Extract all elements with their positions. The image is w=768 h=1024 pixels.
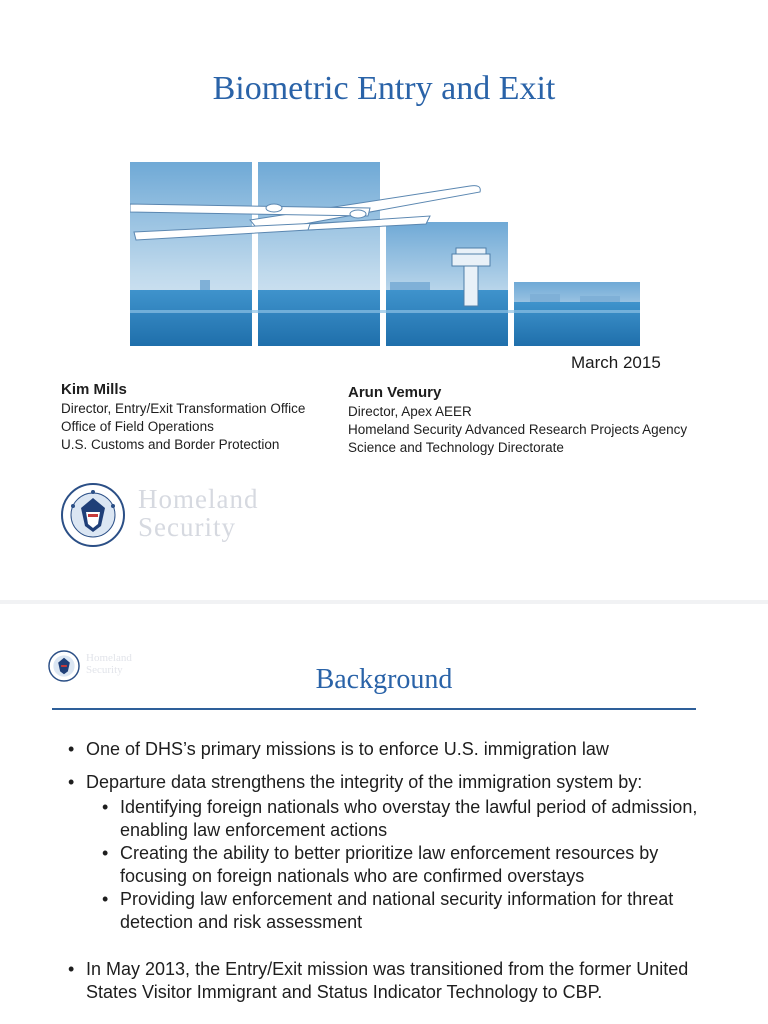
presentation-date: March 2015 <box>571 353 661 372</box>
sub-bullet-item: • Creating the ability to better prioritize law enforcement resources by focusing on foreign nationals who are confirmed overstays <box>64 842 724 888</box>
presenter-agency: Science and Technology Directorate <box>348 440 564 455</box>
sub-bullet-list <box>64 796 724 934</box>
bullet-item: • One of DHS’s primary missions is to enforce U.S. immigration law <box>64 738 724 761</box>
presenter-office: Office of Field Operations <box>61 419 214 434</box>
airplane-airport-image <box>130 162 640 346</box>
bullet-item: • In May 2013, the Entry/Exit mission was transitioned from the former United States Visitor Immigrant and Status Indicator Technology to CBP. <box>64 958 724 1004</box>
homeland-security-wordmark: Homeland Security <box>86 652 132 676</box>
homeland-security-wordmark: Homeland Security <box>138 484 259 542</box>
bullet-list <box>64 738 724 1014</box>
presenter-name: Kim Mills <box>61 381 127 398</box>
presenter-arun-vemury <box>348 383 687 457</box>
presenter-title: Director, Apex AEER <box>348 404 472 419</box>
presenter-office: Homeland Security Advanced Research Projects Agency <box>348 422 688 437</box>
sub-bullet-item: • Providing law enforcement and national security information for threat detection and risk assessment <box>64 888 724 934</box>
presenter-name: Arun Vemury <box>348 384 442 401</box>
title-rule <box>52 708 696 710</box>
sub-bullet-item: • Identifying foreign nationals who overstay the lawful period of admission, enabling law enforcement actions <box>64 796 724 842</box>
presenter-agency: U.S. Customs and Border Protection <box>61 437 280 452</box>
bullet-item: • Departure data strengthens the integrity of the immigration system by: <box>64 771 724 794</box>
slide-title: Background <box>315 664 453 695</box>
background-slide <box>0 604 768 1024</box>
slide-title: Biometric Entry and Exit <box>212 70 556 107</box>
presenter-kim-mills <box>61 380 305 454</box>
dhs-seal-icon <box>60 482 126 548</box>
presenter-title: Director, Entry/Exit Transformation Office <box>61 401 306 416</box>
